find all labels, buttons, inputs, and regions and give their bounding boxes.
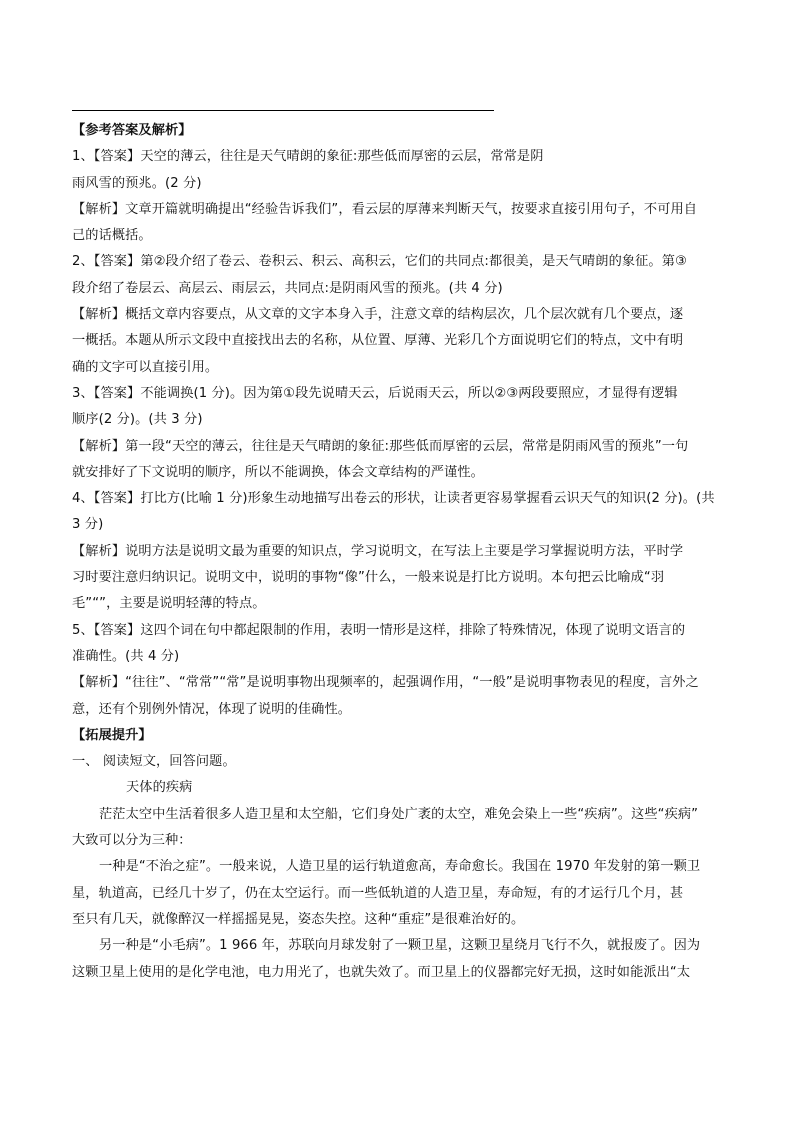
paragraph-line: 至只有几天，就像醉汉一样摇摇晃晃，姿态失控。这种“重症”是很难治好的。 xyxy=(72,911,525,927)
text-line: 1、【答案】天空的薄云，往往是天气晴朗的象征:那些低而厚密的云层，常常是阴 xyxy=(72,149,544,165)
text-line: 习时要注意归纳识记。说明文中，说明的事物“像”什么，一般来说是打比方说明。本句把云比喻成“羽 xyxy=(72,570,665,586)
article-title: 天体的疾病 xyxy=(126,780,193,796)
section-heading-extension: 【拓展提升】 xyxy=(72,727,152,743)
text-line: 3 分) xyxy=(72,517,104,533)
paragraph-line: 另一种是“小毛病”。1 966 年，苏联向月球发射了一颗卫星，这颗卫星绕月飞行不久，就报废了。因为 xyxy=(99,938,701,954)
question-intro: 一、 阅读短文，回答问题。 xyxy=(72,754,236,770)
text-line: 【解析】“往往”、“常常”“常”是说明事物出现频率的，起强调作用，“一般”是说明事物表见的程度，言外之 xyxy=(72,675,699,691)
text-line: 2、【答案】第②段介绍了卷云、卷积云、积云、高积云，它们的共同点:都很美，是天气晴朗的象征。第③ xyxy=(72,254,687,270)
text-line: 毛”“”，主要是说明轻薄的特点。 xyxy=(72,596,266,612)
text-line: 【解析】第一段“天空的薄云，往往是天气晴朗的象征:那些低而厚密的云层，常常是阴雨风雪的预兆”一句 xyxy=(72,438,689,454)
paragraph-line: 茫茫太空中生活着很多人造卫星和太空船，它们身处广袤的太空，难免会染上一些“疾病”。这些“疾病” xyxy=(99,806,699,822)
text-line: 意，还有个别例外情况，体现了说明的佳确性。 xyxy=(72,701,352,717)
text-line: 确的文字可以直接引用。 xyxy=(72,359,219,375)
text-line: 准确性。(共 4 分) xyxy=(72,648,180,664)
section-heading-answers: 【参考答案及解析】 xyxy=(72,123,192,138)
paragraph-line: 星，轨道高，已经几十岁了，仍在太空运行。而一些低轨道的人造卫星，寿命短，有的才运行几个月，甚 xyxy=(72,885,684,901)
paragraph-line: 大致可以分为三种： xyxy=(72,833,192,849)
text-line: 就安排好了下文说明的顺序，所以不能调换，体会文章结构的严谨性。 xyxy=(72,464,484,480)
paragraph-line: 一种是“不治之症”。一般来说，人造卫星的运行轨道愈高，寿命愈长。我国在 1970 年发射的第一颗卫 xyxy=(99,859,701,875)
text-line: 【解析】说明方法是说明文最为重要的知识点，学习说明文，在写法上主要是学习掌握说明方法，平时学 xyxy=(72,543,684,559)
text-line: 【解析】文章开篇就明确提出“经验告诉我们”，看云层的厚薄来判断天气，按要求直接引用句子，不可用自 xyxy=(72,201,698,217)
text-line: 3、【答案】不能调换(1 分)。因为第①段先说晴天云，后说雨天云，所以②③两段要照应，才显得有逻辑 xyxy=(72,385,678,401)
text-line: 段介绍了卷层云、高层云、雨层云，共同点:是阴雨风雪的预兆。(共 4 分) xyxy=(72,280,503,296)
header-rule xyxy=(72,110,494,111)
text-line: 4、【答案】打比方(比喻 1 分)形象生动地描写出卷云的形状，让读者更容易掌握看云识天气的知识(2 分)。(共 xyxy=(72,491,715,507)
text-line: 顺序(2 分)。(共 3 分) xyxy=(72,412,203,428)
paragraph-line: 这颗卫星上使用的是化学电池，电力用光了，也就失效了。而卫星上的仪器都完好无损，这时如能派出“太 xyxy=(72,964,691,980)
text-line: 5、【答案】这四个词在句中都起限制的作用，表明一情形是这样，排除了特殊情况，体现了说明文语言的 xyxy=(72,622,686,638)
document-body xyxy=(72,118,724,986)
text-line: 一概括。本题从所示文段中直接找出去的名称，从位置、厚薄、光彩几个方面说明它们的特点，文中有明 xyxy=(72,333,684,349)
text-line: 【解析】概括文章内容要点，从文章的文字本身入手，注意文章的结构层次，几个层次就有几个要点，逐 xyxy=(72,307,684,323)
text-line: 雨风雪的预兆。(2 分) xyxy=(72,175,202,191)
text-line: 己的话概括。 xyxy=(72,228,152,244)
